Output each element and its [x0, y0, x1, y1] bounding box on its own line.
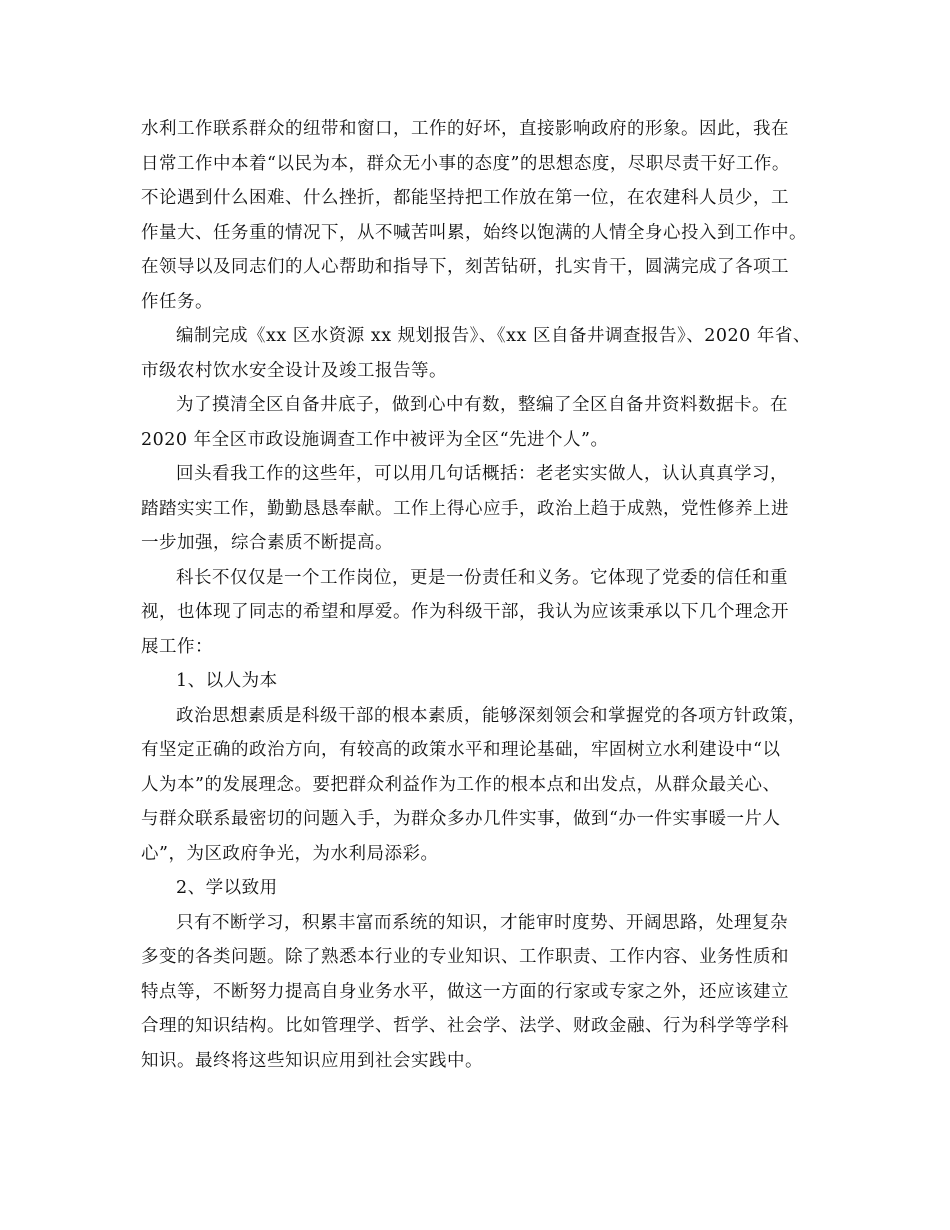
text-line: 科长不仅仅是一个工作岗位，更是一份责任和义务。它体现了党委的信任和重 — [176, 567, 788, 588]
text-line: 有坚定正确的政治方向，有较高的政策水平和理论基础，牢固树立水利建设中“以 — [141, 740, 781, 760]
text-line: 政治思想素质是科级干部的根本素质，能够深刻领会和掌握党的各项方针政策， — [176, 705, 806, 726]
text-line: 合理的知识结构。比如管理学、哲学、社会学、法学、财政金融、行为科学等学科 — [141, 1016, 789, 1036]
text-line: 只有不断学习，积累丰富而系统的知识，才能审时度势、开阔思路，处理复杂 — [176, 912, 788, 933]
text-line: 不论遇到什么困难、什么挫折，都能坚持把工作放在第一位，在农建科人员少，工 — [141, 188, 789, 208]
text-line: 市级农村饮水安全设计及竣工报告等。 — [141, 360, 447, 381]
text-line: 视，也体现了同志的希望和厚爱。作为科级干部，我认为应该秉承以下几个理念开 — [141, 602, 789, 622]
text-line: 2020 年全区市政设施调查工作中被评为全区“先进个人”。 — [141, 429, 609, 450]
text-line: 多变的各类问题。除了熟悉本行业的专业知识、工作职责、工作内容、业务性质和 — [141, 947, 789, 967]
text-line: 特点等，不断努力提高自身业务水平，做这一方面的行家或专家之外，还应该建立 — [141, 981, 789, 1002]
paragraph — [141, 561, 831, 665]
paragraph — [141, 319, 831, 388]
text-line: 展工作： — [141, 636, 213, 657]
text-line: 编制完成《xx 区水资源 xx 规划报告》、《xx 区自备井调查报告》、2020 年省、 — [176, 326, 811, 346]
text-line: 踏踏实实工作，勤勤恳恳奉献。工作上得心应手，政治上趋于成熟，党性修养上进 — [141, 498, 789, 519]
text-line: 作任务。 — [141, 291, 213, 312]
text-line: 作量大、任务重的情况下，从不喊苦叫累，始终以饱满的人情全身心投入到工作中。 — [141, 222, 807, 243]
text-line: 日常工作中本着“以民为本，群众无小事的态度”的思想态度，尽职尽责干好工作。 — [141, 153, 790, 174]
section-heading — [141, 664, 831, 699]
paragraph — [141, 457, 831, 561]
text-line: 水利工作联系群众的纽带和窗口，工作的好坏，直接影响政府的形象。因此，我在 — [141, 119, 789, 139]
text-line: 一步加强，综合素质不断提高。 — [141, 533, 393, 553]
paragraph — [141, 388, 831, 457]
text-line: 知识。最终将这些知识应用到社会实践中。 — [141, 1050, 483, 1071]
paragraph — [141, 112, 831, 319]
paragraph — [141, 906, 831, 1079]
section-heading-text: 2、学以致用 — [176, 878, 278, 898]
text-line: 与群众联系最密切的问题入手，为群众多办几件实事，做到“办一件实事暖一片人 — [141, 809, 781, 829]
section-heading-text: 1、以人为本 — [176, 671, 278, 691]
text-line: 回头看我工作的这些年，可以用几句话概括：老老实实做人，认认真真学习， — [176, 464, 788, 484]
text-line: 为了摸清全区自备井底子，做到心中有数，整编了全区自备井资料数据卡。在 — [176, 395, 788, 415]
document-body — [141, 112, 831, 1078]
paragraph — [141, 699, 831, 872]
text-line: 人为本”的发展理念。要把群众利益作为工作的根本点和出发点，从群众最关心、 — [141, 774, 781, 795]
text-line: 心”，为区政府争光，为水利局添彩。 — [141, 843, 439, 864]
text-line: 在领导以及同志们的人心帮助和指导下，刻苦钻研，扎实肯干，圆满完成了各项工 — [141, 257, 789, 277]
section-heading — [141, 871, 831, 906]
